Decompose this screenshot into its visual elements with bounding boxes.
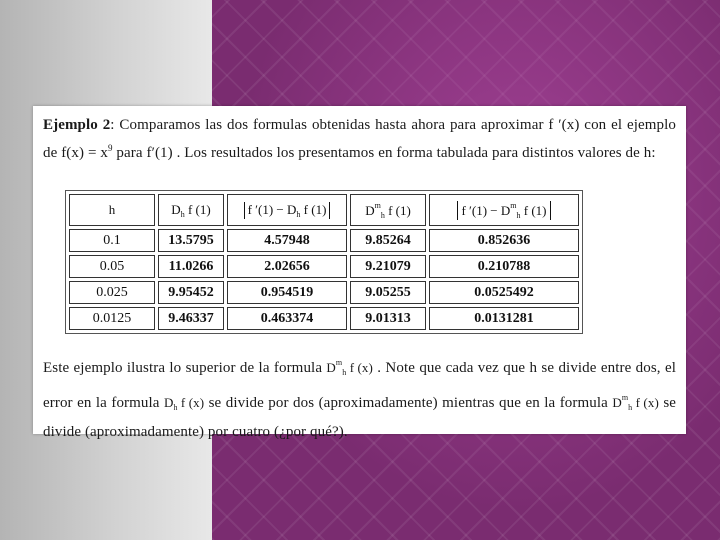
cell-dm: 9.05255 [350, 281, 426, 304]
cell-h: 0.1 [69, 229, 155, 252]
cell-error-dm: 0.0131281 [429, 307, 579, 330]
intro-exponent: 9 [107, 143, 113, 153]
intro-text-b: para f′(1) . Los resultados los presentamos en forma tabulada para distintos valores de h: [112, 145, 656, 161]
cell-dh: 13.5795 [158, 229, 224, 252]
cell-h: 0.025 [69, 281, 155, 304]
header-dh: $D_h$ f (1) [158, 194, 224, 226]
header-error-dm: f $'(1) - D^m_h$ f (1) [429, 194, 579, 226]
cell-error-dh: 2.02656 [227, 255, 347, 278]
formula-dm-fx-2: $D^m_h$ f (x) [612, 393, 659, 412]
cell-h: 0.05 [69, 255, 155, 278]
outro-part-2: . Note que cada vez que h se divide entre dos, el error en la formula [43, 360, 676, 411]
table-row [69, 307, 579, 330]
formula-dm-fx: $D^m_h$ f (x) [326, 358, 373, 377]
cell-dm: 9.01313 [350, 307, 426, 330]
example-title: Ejemplo 2 [43, 117, 111, 133]
conclusion-paragraph [43, 350, 676, 445]
cell-dm: 9.85264 [350, 229, 426, 252]
cell-error-dh: 0.954519 [227, 281, 347, 304]
content-image-panel [33, 106, 686, 440]
intro-text-a: : Comparamos las dos formulas obtenidas hasta ahora para aproximar f ′(x) con el ejemplo de f(x) = x [43, 117, 676, 161]
intro-paragraph [43, 114, 676, 165]
table-row [69, 281, 579, 304]
outro-part-1: Este ejemplo ilustra lo superior de la formula [43, 360, 327, 376]
outro-part-3: se divide por dos (aproximadamente) mientras que en la formula [204, 395, 613, 411]
header-h: h [69, 194, 155, 226]
cell-dm: 9.21079 [350, 255, 426, 278]
table-row [69, 255, 579, 278]
cell-h: 0.0125 [69, 307, 155, 330]
header-error-dh: f $'(1) - D_h$ f (1) [227, 194, 347, 226]
cell-dh: 9.46337 [158, 307, 224, 330]
formula-dh-fx: $D_h$ f (x) [163, 395, 205, 412]
cell-dh: 9.95452 [158, 281, 224, 304]
cell-error-dm: 0.852636 [429, 229, 579, 252]
results-table [65, 190, 583, 334]
table-row [69, 229, 579, 252]
cell-dh: 11.0266 [158, 255, 224, 278]
cell-error-dm: 0.0525492 [429, 281, 579, 304]
header-dm: $D^m_h$ f (1) [350, 194, 426, 226]
cell-error-dh: 4.57948 [227, 229, 347, 252]
cell-error-dh: 0.463374 [227, 307, 347, 330]
outro-part-4: se divide (aproximadamente) por cuatro (¿por qué?). [43, 395, 677, 440]
cell-error-dm: 0.210788 [429, 255, 579, 278]
table-header-row [69, 194, 579, 226]
